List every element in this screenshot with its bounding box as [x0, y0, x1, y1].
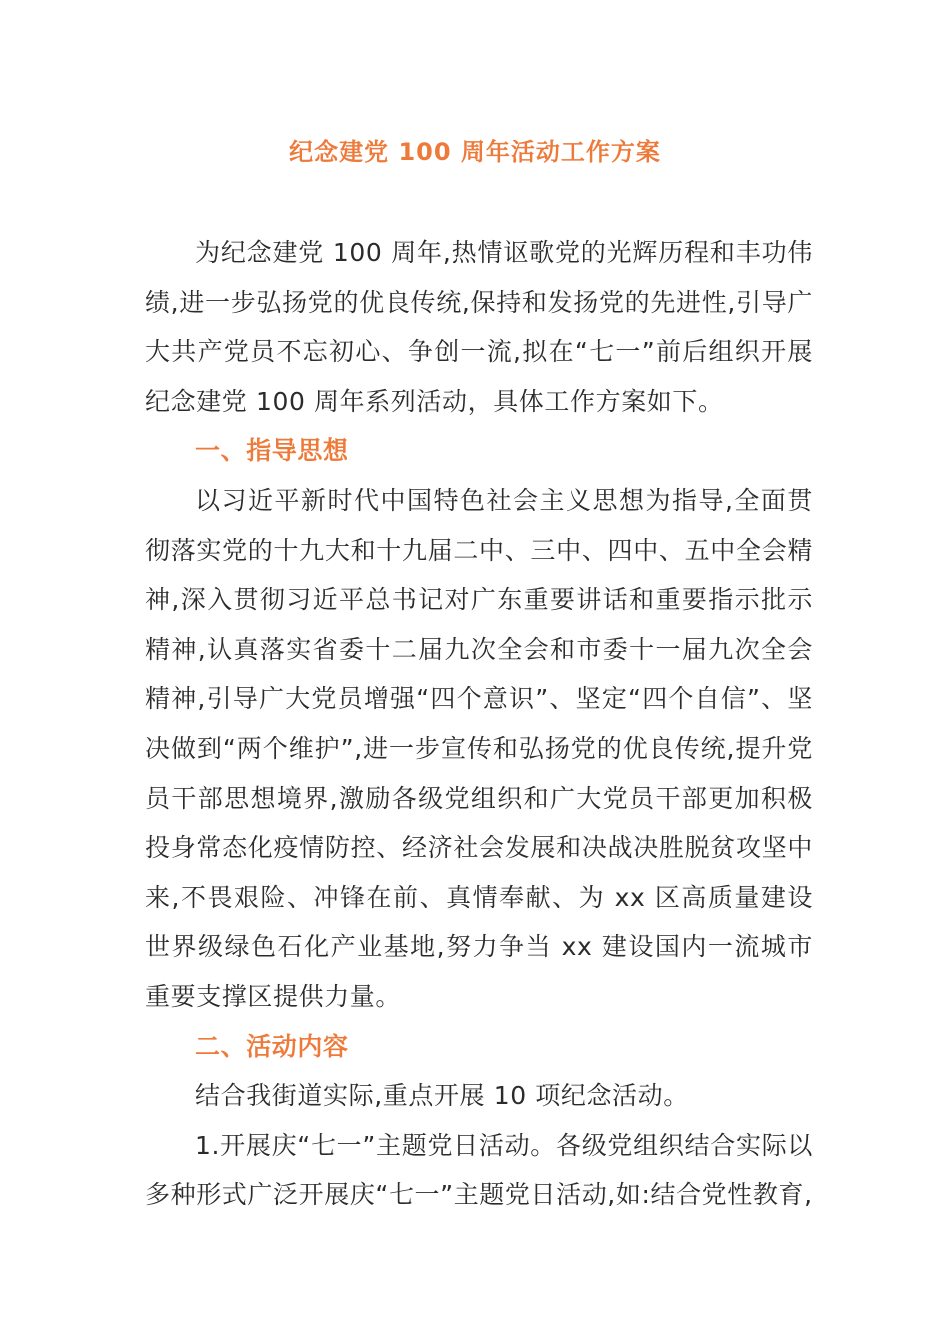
intro-paragraph: 为纪念建党 100 周年,热情讴歌党的光辉历程和丰功伟绩,进一步弘扬党的优良传统,保持和发扬党的先进性,引导广大共产党员不忘初心、争创一流,拟在“七一”前后组织开展纪念建党 100 周年系列活动，具体工作方案如下。: [145, 238, 813, 416]
activity-item-1-paragraph: 1.开展庆“七一”主题党日活动。各级党组织结合实际以多种形式广泛开展庆“七一”主题党日活动,如:结合党性教育,: [145, 1130, 813, 1210]
section-heading-activity-content: 二、活动内容: [195, 1031, 349, 1061]
document-title: 纪念建党 100 周年活动工作方案: [289, 138, 661, 166]
section-heading-guiding-ideology: 一、指导思想: [195, 436, 349, 466]
document-body: [145, 228, 813, 1220]
guiding-ideology-paragraph: 以习近平新时代中国特色社会主义思想为指导,全面贯彻落实党的十九大和十九届二中、三中、四中、五中全会精神,深入贯彻习近平总书记对广东重要讲话和重要指示批示精神,认真落实省委十二届九次全会和市委十一届九次全会精神,引导广大党员增强“四个意识”、坚定“四个自信”、坚决做到“两个维护”,进一步宣传和弘扬党的优良传统,提升党员干部思想境界,激励各级党组织和广大党员干部更加积极投身常态化疫情防控、经济社会发展和决战决胜脱贫攻坚中来,不畏艰险、冲锋在前、真情奉献、为 xx 区高质量建设世界级绿色石化产业基地,努力争当 xx 建设国内一流城市重要支撑区提供力量。: [145, 485, 813, 1011]
activity-intro-paragraph: 结合我街道实际,重点开展 10 项纪念活动。: [195, 1081, 689, 1111]
